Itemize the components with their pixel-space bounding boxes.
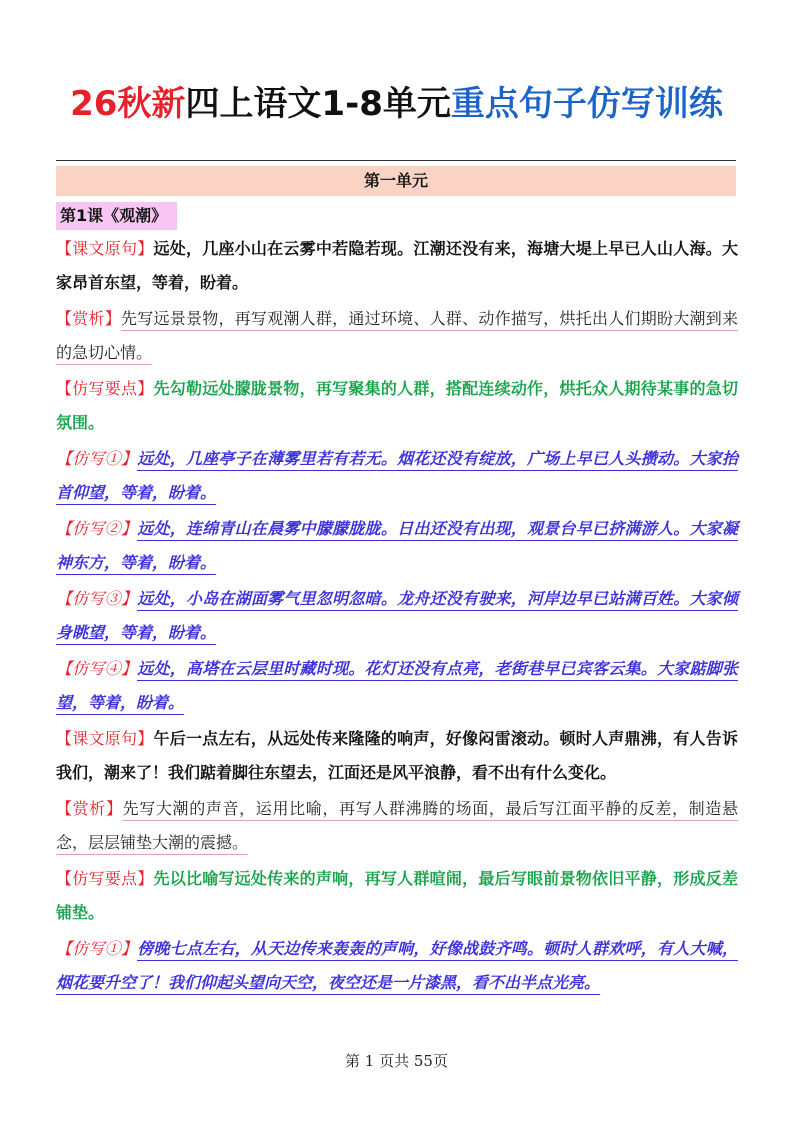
content-area — [56, 232, 738, 1002]
analysis-2 — [56, 792, 738, 860]
page-footer: 第 1 页共 55页 — [345, 1052, 448, 1070]
analysis-text: 先写远景景物，再写观潮人群，通过环境、人群、动作描写，烘托出人们期盼大潮到来的急切心情。 — [56, 309, 738, 365]
key-points-tag: 【仿写要点】 — [56, 379, 154, 398]
imitation-1-2 — [56, 512, 738, 580]
page-title — [0, 78, 793, 130]
title-part-black: 四上语文1-8单元 — [185, 84, 451, 124]
imitation-text: 远处，小岛在湖面雾气里忽明忽暗。龙舟还没有驶来，河岸边早已站满百姓。大家倾身眺望，等着，盼着。 — [56, 589, 738, 645]
original-text: 远处，几座小山在云雾中若隐若现。江潮还没有来，海塘大堤上早已人山人海。大家昂首东望，等着，盼着。 — [56, 239, 738, 292]
analysis-text: 先写大潮的声音，运用比喻，再写人群沸腾的场面，最后写江面平静的反差，制造悬念，层层铺垫大潮的震撼。 — [56, 799, 738, 855]
unit-heading: 第一单元 — [56, 166, 736, 196]
imitation-1-3 — [56, 582, 738, 650]
original-tag: 【课文原句】 — [56, 239, 154, 258]
original-tag: 【课文原句】 — [56, 729, 154, 748]
title-part-red: 26秋新 — [70, 84, 186, 124]
key-points-2 — [56, 862, 738, 930]
key-points-1 — [56, 372, 738, 440]
original-sentence-2 — [56, 722, 738, 790]
imitation-text: 傍晚七点左右，从天边传来轰轰的声响，好像战鼓齐鸣。顿时人群欢呼，有人大喊，烟花要升空了！我们仰起头望向天空，夜空还是一片漆黑，看不出半点光亮。 — [56, 939, 738, 995]
imitation-text: 远处，几座亭子在薄雾里若有若无。烟花还没有绽放，广场上早已人头攒动。大家抬首仰望，等着，盼着。 — [56, 449, 738, 505]
key-points-tag: 【仿写要点】 — [56, 869, 154, 888]
imitation-tag: 【仿写①】 — [56, 939, 138, 958]
title-part-blue: 重点句子仿写训练 — [450, 84, 723, 124]
analysis-tag: 【赏析】 — [56, 799, 123, 818]
imitation-tag: 【仿写①】 — [56, 449, 138, 468]
original-text: 午后一点左右，从远处传来隆隆的响声，好像闷雷滚动。顿时人声鼎沸，有人告诉我们，潮来了！我们踮着脚往东望去，江面还是风平浪静，看不出有什么变化。 — [56, 729, 738, 782]
imitation-text: 远处，连绵青山在晨雾中朦朦胧胧。日出还没有出现，观景台早已挤满游人。大家凝神东方，等着，盼着。 — [56, 519, 738, 575]
analysis-1 — [56, 302, 738, 370]
imitation-text: 远处，高塔在云层里时藏时现。花灯还没有点亮，老街巷早已宾客云集。大家踮脚张望，等着，盼着。 — [56, 659, 738, 715]
imitation-tag: 【仿写②】 — [56, 519, 138, 538]
key-points-text: 先勾勒远处朦胧景物，再写聚集的人群，搭配连续动作，烘托众人期待某事的急切氛围。 — [56, 379, 738, 432]
analysis-tag: 【赏析】 — [56, 309, 121, 328]
title-divider — [56, 160, 736, 161]
imitation-tag: 【仿写④】 — [56, 659, 138, 678]
imitation-1-4 — [56, 652, 738, 720]
imitation-tag: 【仿写③】 — [56, 589, 138, 608]
imitation-1-1 — [56, 442, 738, 510]
original-sentence-1 — [56, 232, 738, 300]
lesson-heading: 第1课《观潮》 — [56, 202, 177, 230]
imitation-2-1 — [56, 932, 738, 1000]
key-points-text: 先以比喻写远处传来的声响，再写人群喧闹，最后写眼前景物依旧平静，形成反差铺垫。 — [56, 869, 738, 922]
